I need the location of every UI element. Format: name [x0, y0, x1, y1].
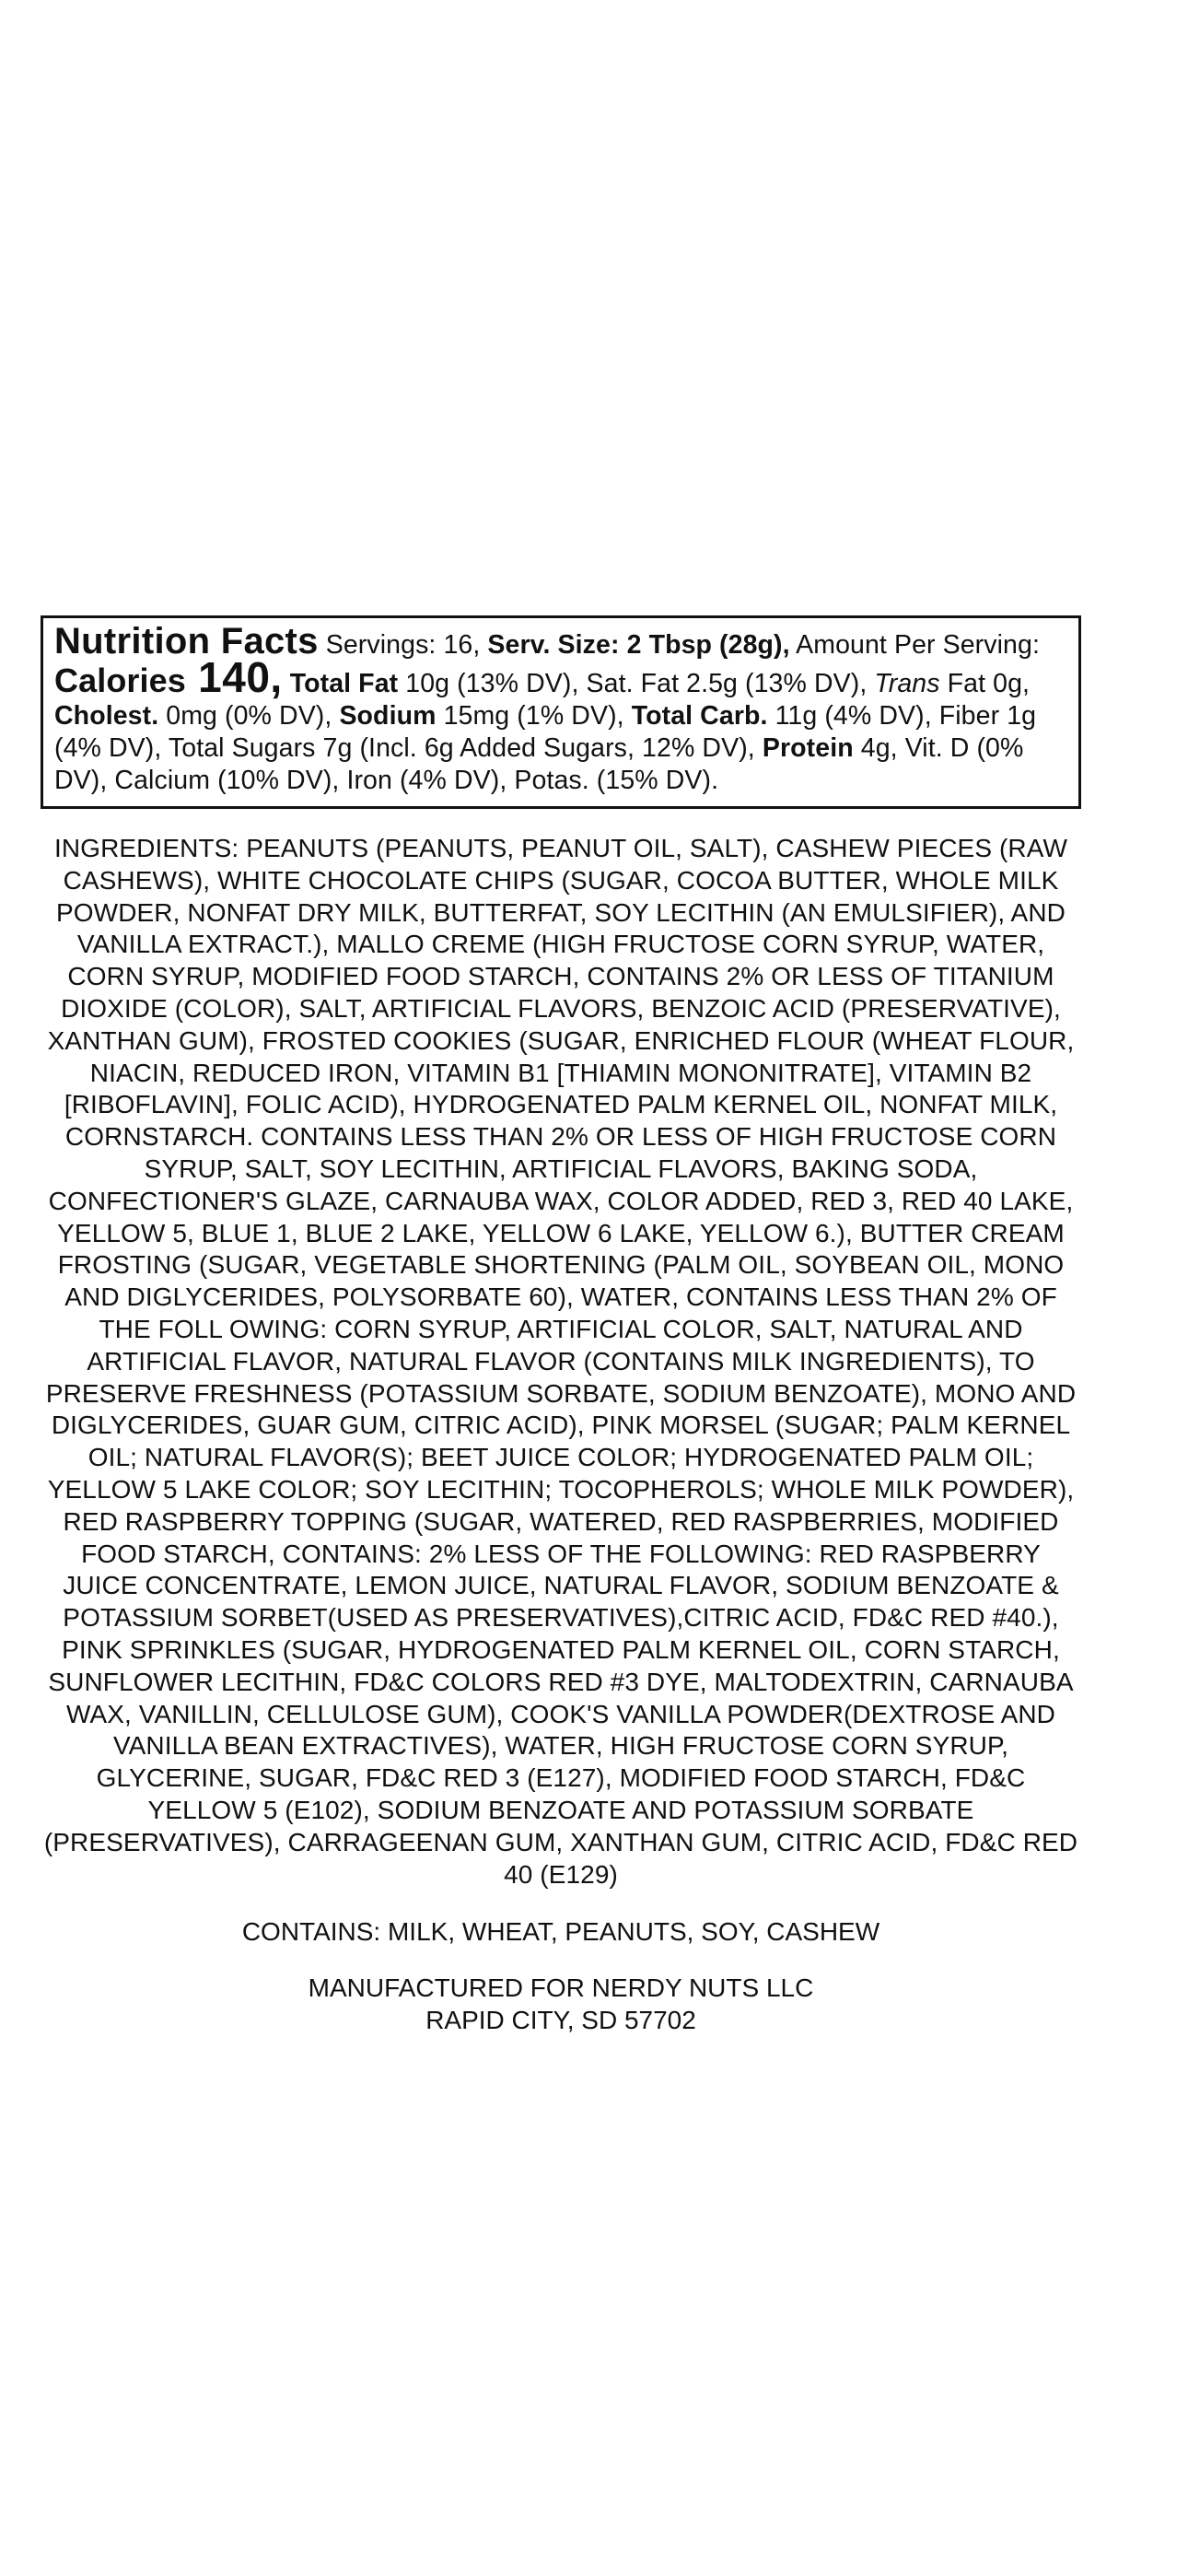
- protein-label: Protein: [762, 733, 854, 763]
- trans-fat-label: Trans: [874, 669, 940, 698]
- ingredients-list: INGREDIENTS: PEANUTS (PEANUTS, PEANUT OIL, SALT), CASHEW PIECES (RAW CASHEWS), WHITE CHOCOLATE CHIPS (SUGAR, COCOA BUTTER, WHOLE MILK POWDER, NONFAT DRY MILK, BUTTERFAT, SOY LECITHIN (AN EMULSIFIER), AND VANILLA EXTRACT.), MALLO CREME (HIGH FRUCTOSE CORN SYRUP, WATER, CORN SYRUP, MODIFIED FOOD STARCH, CONTAINS 2% OR LESS OF TITANIUM DIOXIDE (COLOR), SALT, ARTIFICIAL FLAVORS, BENZOIC ACID (PRESERVATIVE), XANTHAN GUM), FROSTED COOKIES (SUGAR, ENRICHED FLOUR (WHEAT FLOUR, NIACIN, REDUCED IRON, VITAMIN B1 [THIAMIN MONONITRATE], VITAMIN B2 [RIBOFLAVIN], FOLIC ACID), HYDROGENATED PALM KERNEL OIL, NONFAT MILK, CORNSTARCH. CONTAINS LESS THAN 2% OR LESS OF HIGH FRUCTOSE CORN SYRUP, SALT, SOY LECITHIN, ARTIFICIAL FLAVORS, BAKING SODA, CONFECTIONER'S GLAZE, CARNAUBA WAX, COLOR ADDED, RED 3, RED 40 LAKE, YELLOW 5, BLUE 1, BLUE 2 LAKE, YELLOW 6 LAKE, YELLOW 6.), BUTTER CREAM FROSTING (SUGAR, VEGETABLE SHORTENING (PALM OIL, SOYBEAN OIL, MONO AND DIGLYCERIDES, POLYSORBATE 60), WATER, CONTAINS LESS THAN 2% OF THE FOLL OWING: CORN SYRUP, ARTIFICIAL COLOR, SALT, NATURAL AND ARTIFICIAL FLAVOR, NATURAL FLAVOR (CONTAINS MILK INGREDIENTS), TO PRESERVE FRESHNESS (POTASSIUM SORBATE, SODIUM BENZOATE), MONO AND DIGLYCERIDES, GUAR GUM, CITRIC ACID), PINK MORSEL (SUGAR; PALM KERNEL OIL; NATURAL FLAVOR(S); BEET JUICE COLOR; HYDROGENATED PALM OIL; YELLOW 5 LAKE COLOR; SOY LECITHIN; TOCOPHEROLS; WHOLE MILK POWDER), RED RASPBERRY TOPPING (SUGAR, WATERED, RED RASPBERRIES, MODIFIED FOOD STARCH, CONTAINS: 2% LESS OF THE FOLLOWING: RED RASPBERRY JUICE CONCENTRATE, LEMON JUICE, NATURAL FLAVOR, SODIUM BENZOATE & POTASSIUM SORBET(USED AS PRESERVATIVES),CITRIC ACID, FD&C RED #40.), PINK SPRINKLES (SUGAR, HYDROGENATED PALM KERNEL OIL, CORN STARCH, SUNFLOWER LECITHIN, FD&C COLORS RED #3 DYE, MALTODEXTRIN, CARNAUBA WAX, VANILLIN, CELLULOSE GUM), COOK'S VANILLA POWDER(DEXTROSE AND VANILLA BEAN EXTRACTIVES), WATER, HIGH FRUCTOSE CORN SYRUP, GLYCERINE, SUGAR, FD&C RED 3 (E127), MODIFIED FOOD STARCH, FD&C YELLOW 5 (E102), SODIUM BENZOATE AND POTASSIUM SORBATE (PRESERVATIVES), CARRAGEENAN GUM, XANTHAN GUM, CITRIC ACID, FD&C RED 40 (E129): [43, 834, 1078, 1889]
- sodium-label: Sodium: [339, 701, 437, 731]
- nutrition-facts-title: Nutrition Facts: [54, 621, 319, 662]
- nutrition-facts-box: [41, 615, 1081, 809]
- cholesterol-value: 0mg (0% DV),: [158, 701, 340, 731]
- serving-size-label: Serv. Size:: [487, 630, 620, 660]
- total-carb-label: Total Carb.: [631, 701, 768, 731]
- total-fat-value: 10g (13% DV), Sat. Fat 2.5g (13% DV),: [398, 669, 875, 698]
- manufacturer-info: [41, 1972, 1081, 2036]
- product-label: [41, 615, 1081, 2036]
- amount-per-serving: Amount Per Serving:: [789, 630, 1040, 660]
- sodium-value: 15mg (1% DV),: [436, 701, 632, 731]
- calories-value: 140,: [185, 653, 283, 701]
- total-fat-label: Total Fat: [282, 669, 399, 698]
- total-carb-value: 11g (4% DV), Fiber 1g (4% DV), Total Sugars 7g (Incl. 6g Added Sugars, 12% DV),: [54, 701, 1037, 763]
- protein-value: 4g, Vit. D (0% DV), Calcium (10% DV), Iron (4% DV), Potas. (15% DV).: [54, 733, 1024, 795]
- cholesterol-label: Cholest.: [54, 701, 159, 731]
- manufacturer-address: RAPID CITY, SD 57702: [425, 2006, 696, 2035]
- servings-text: Servings: 16,: [318, 630, 488, 660]
- serving-size-value: 2 Tbsp (28g),: [619, 630, 790, 660]
- trans-fat-value: Fat 0g,: [939, 669, 1031, 698]
- allergen-statement: CONTAINS: MILK, WHEAT, PEANUTS, SOY, CASHEW: [241, 1917, 880, 1947]
- manufacturer-name: MANUFACTURED FOR NERDY NUTS LLC: [308, 1973, 814, 2003]
- calories-label: Calories: [54, 662, 186, 699]
